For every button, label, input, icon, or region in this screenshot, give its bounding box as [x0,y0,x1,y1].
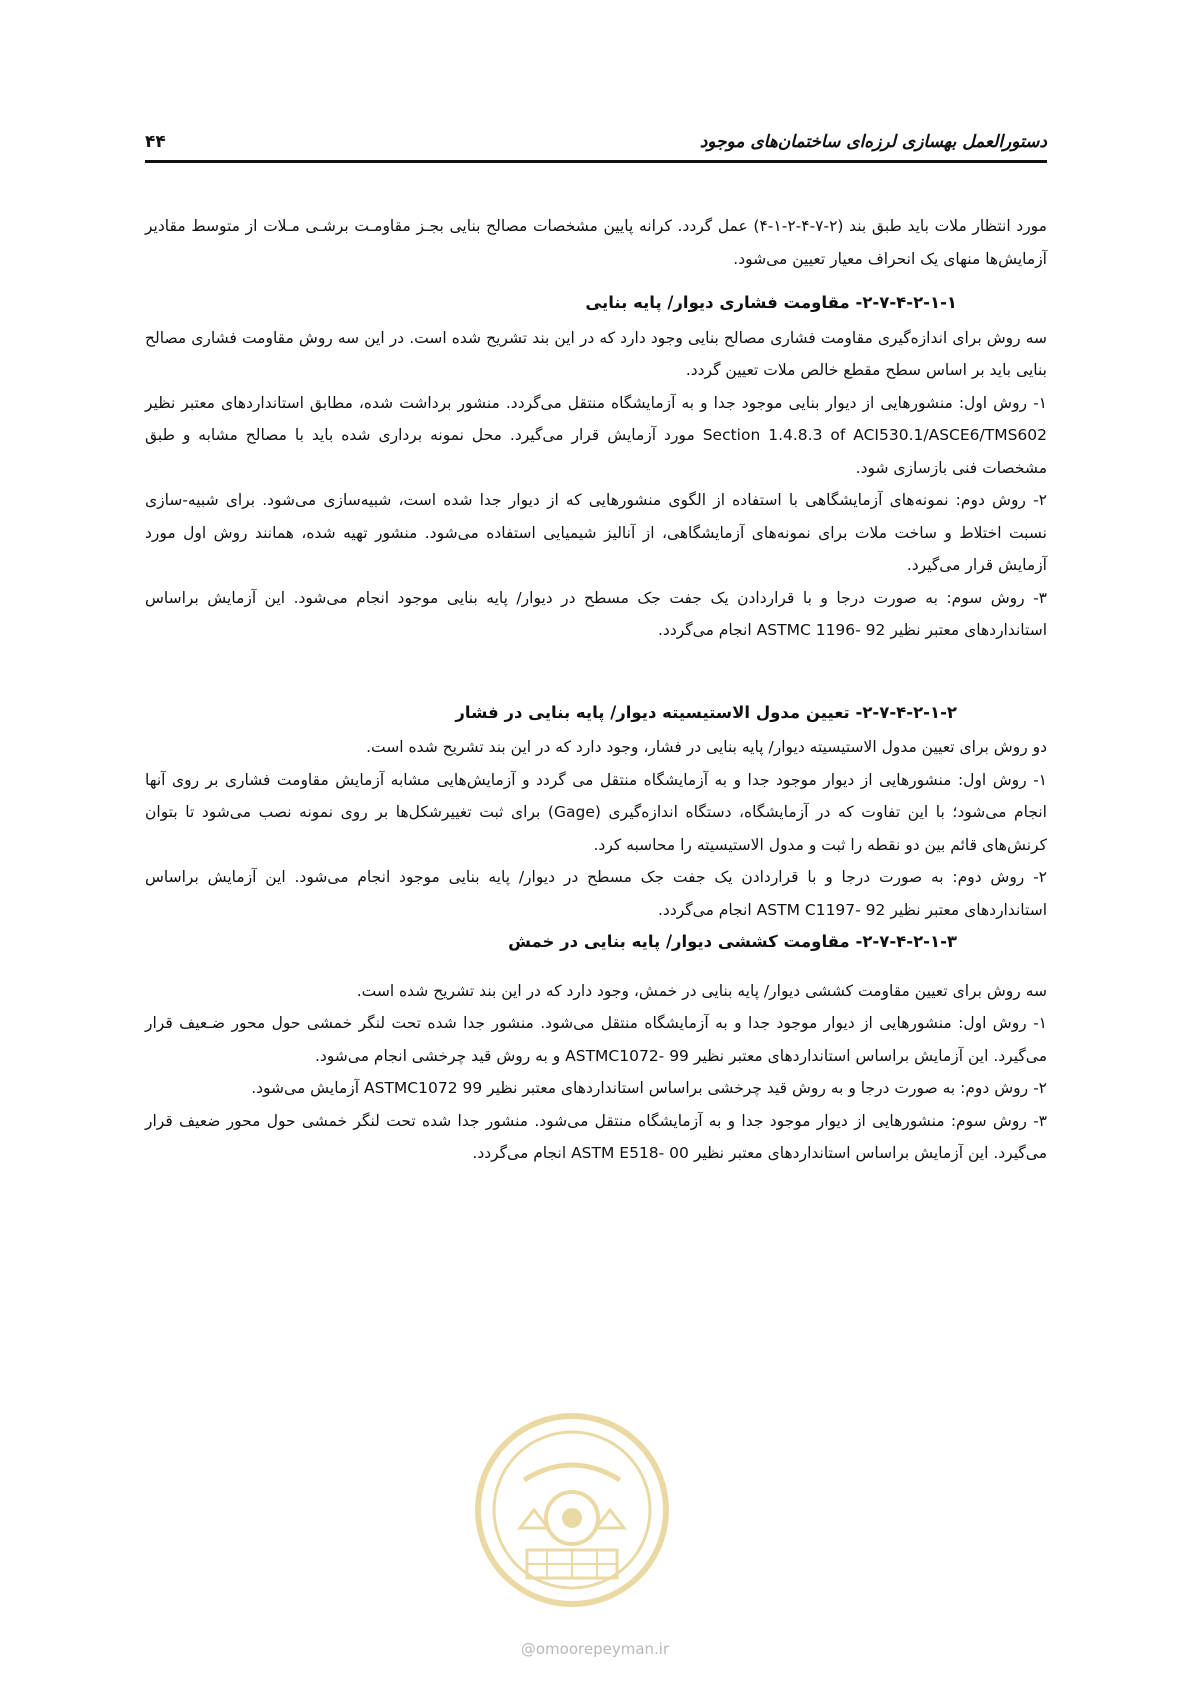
paragraph: ۳- روش سوم: منشورهایی از دیوار موجود جدا و به آزمایشگاه منتقل می‌شود. منشور جدا شده تحت لنگر خمشی حول محور ضعیف قرار می‌گیرد. این آزمایش براساس استانداردهای معتبر نظیر ASTM E518- 00 انجام می‌گردد. [145,1111,1047,1162]
paragraph: ۱- روش اول: منشورهایی از دیوار موجود جدا و به آزمایشگاه منتقل می گردد و آزمایش‌هایی مشابه آزمایش مقاومت فشاری بر روی آنها انجام می‌شود؛ با این تفاوت که در آزمایشگاه، دستگاه اندازه‌گیری (Gage) برای ثبت تغییرشکل‌ها بر روی نمونه نصب می‌شود تا بتوان کرنش‌های قائم بین دو نقطه را ثبت و مدول الاستیسیته را محاسبه کرد. [145,770,1047,854]
paragraph: سه روش برای تعیین مقاومت کششی دیوار/ پایه بنایی در خمش، وجود دارد که در این بند تشریح شده است. [356,981,1047,1000]
paragraph: ۱- روش اول: منشورهایی از دیوار بنایی موجود جدا و به آزمایشگاه منتقل می‌گردد. منشور برداشت شده، مطابق استانداردهای معتبر نظیر Section 1.4.8.3 of ACI530.1/ASCE6/TMS602 مورد آزمایش قرار می‌گیرد. محل نمونه برداری شده باید با مصالح مشابه و طبق مشخصات فنی بازسازی شود. [145,393,1047,477]
section-heading: ۲-۷-۴-۲-۱-۲- تعیین مدول الاستیسیته دیوار/ پایه بنایی در فشار [455,702,957,722]
section-heading: ۲-۷-۴-۲-۱-۳- مقاومت کششی دیوار/ پایه بنایی در خمش [508,932,957,951]
paragraph: مورد انتظار ملات باید طبق بند (۲-۷-۴-۲-۱-۴) عمل گردد. کرانه پایین مشخصات مصالح بنایی بجـز مقاومـت برشـی مـلات از متوسط مقادیر آزمایش‌ها منهای یک انحراف معیار تعیین می‌شود. [145,217,1047,268]
watermark-caption: @omoorepeyman.ir [520,1640,670,1658]
section-heading: ۲-۷-۴-۲-۱-۱- مقاومت فشاری دیوار/ پایه بنایی [585,293,957,312]
document-title: دستورالعمل بهسازی لرزه‌ای ساختمان‌های موجود [699,132,1047,152]
header-rule [145,160,1047,163]
paragraph: سه روش برای اندازه‌گیری مقاومت فشاری مصالح بنایی وجود دارد که در این بند تشریح شده است. در این سه روش مقاومت فشاری مصالح بنایی باید بر اساس سطح مقطع خالص ملات تعیین گردد. [145,328,1047,379]
section-gap [145,647,1047,675]
paragraph: ۲- روش دوم: به صورت درجا و با قراردادن یک جفت جک مسطح در دیوار/ پایه بنایی موجود انجام می‌شود. این آزمایش براساس استانداردهای معتبر نظیر ASTM C1197- 92 انجام می‌گردد. [145,868,1047,919]
paragraph: ۱- روش اول: منشورهایی از دیوار موجود جدا و به آزمایشگاه منتقل می‌شود. منشور جدا شده تحت لنگر خمشی حول محور ضـعیف قرار می‌گیرد. این آزمایش براساس استانداردهای معتبر نظیر ASTMC1072- 99 و به روش قید چرخشی انجام می‌شود. [145,1014,1047,1065]
paragraph: دو روش برای تعیین مدول الاستیسیته دیوار/ پایه بنایی در فشار، وجود دارد که در این بند تشریح شده است. [366,738,1047,756]
paragraph: ۲- روش دوم: نمونه‌های آزمایشگاهی با استفاده از الگوی منشورهایی که از دیوار جدا شده است، شبیه‌سازی می‌شود. برای شبیه-سازی نسبت اختلاط و ساخت ملات برای نمونه‌های آزمایشگاهی، از آنالیز شیمیایی استفاده می‌شود. منشور تهیه شده، همانند روش اول مورد آزمایش قرار می‌گیرد. [145,491,1047,574]
page-number: ۴۴ [145,132,166,152]
page-header [145,125,1047,159]
watermark-seal-icon [472,1410,672,1610]
document-body [145,210,1047,1170]
paragraph: ۲- روش دوم: به صورت درجا و به روش قید چرخشی براساس استانداردهای معتبر نظیر ASTMC1072 99 آزمایش می‌شود. [251,1079,1047,1097]
paragraph: ۳- روش سوم: به صورت درجا و با قراردادن یک جفت جک مسطح در دیوار/ پایه بنایی موجود انجام می‌شود. این آزمایش براساس استانداردهای معتبر نظیر ASTMC 1196- 92 انجام می‌گردد. [145,588,1047,639]
